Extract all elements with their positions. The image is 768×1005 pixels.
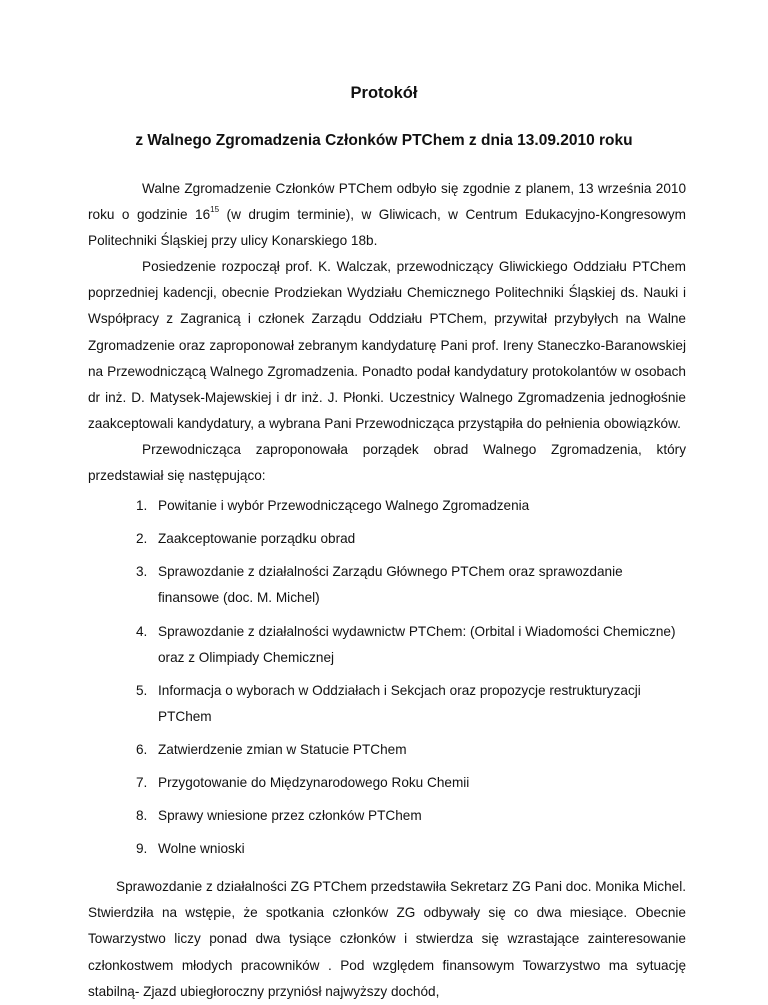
paragraph-meeting-date bbox=[88, 176, 686, 254]
agenda-item bbox=[136, 803, 686, 829]
agenda-item-number: 5. bbox=[136, 682, 148, 698]
agenda-item bbox=[136, 619, 686, 671]
agenda-item-text: Sprawozdanie z działalności Zarządu Głównego PTChem oraz sprawozdanie finansowe (doc. M. Michel) bbox=[158, 564, 623, 606]
agenda-item bbox=[136, 737, 686, 763]
agenda-item bbox=[136, 526, 686, 552]
agenda-item-text: Informacja o wyborach w Oddziałach i Sekcjach oraz propozycje restrukturyzacji PTChem bbox=[158, 682, 641, 724]
paragraph-agenda-intro: Przewodnicząca zaproponowała porządek obrad Walnego Zgromadzenia, który przedstawiał się następująco: bbox=[88, 441, 686, 484]
agenda-item-number: 7. bbox=[136, 774, 148, 790]
agenda-item bbox=[136, 559, 686, 611]
paragraph-board-report: Sprawozdanie z działalności ZG PTChem przedstawiła Sekretarz ZG Pani doc. Monika Michel. Stwierdziła na wstępie, że spotkania członków ZG odbywały się co dwa miesiące. Obecnie Towarzystwo liczy ponad dwa tysiące członków i stwierdza się wzrastające zainteresowanie członkostwem młodych pracowników . Pod względem finansowym Towarzystwo ma sytuację stabilną- Zjazd ubiegłoroczny przyniósł najwyższy dochód, bbox=[88, 879, 686, 999]
agenda-item-number: 1. bbox=[136, 498, 148, 514]
agenda-item-number: 8. bbox=[136, 808, 148, 824]
agenda-item-number: 3. bbox=[136, 564, 148, 580]
paragraph-opening: Posiedzenie rozpoczął prof. K. Walczak, przewodniczący Gliwickiego Oddziału PTChem poprzedniej kadencji, obecnie Prodziekan Wydziału Chemicznego Politechniki Śląskiej ds. Nauki i Współpracy z Zagranicą i członek Zarządu Oddziału PTChem, przywitał przybyłych na Walne Zgromadzenie oraz zaproponował zebranym kandydaturę Pani prof. Ireny Staneczko-Baranowskiej na Przewodniczącą Walnego Zgromadzenia. Ponadto podał kandydatury protokolantów w osobach dr inż. D. Matysek-Majewskiej i dr inż. J. Płonki. Uczestnicy Walnego Zgromadzenia jednogłośnie zaakceptowali kandydatury, a wybrana Pani Przewodnicząca przystąpiła do pełnienia obowiązków. bbox=[88, 259, 686, 431]
agenda-item-text: Sprawy wniesione przez członków PTChem bbox=[158, 808, 422, 824]
agenda-item-number: 9. bbox=[136, 841, 148, 857]
agenda-item-number: 4. bbox=[136, 623, 148, 639]
agenda-item-text: Wolne wnioski bbox=[158, 841, 245, 857]
agenda-item-text: Zaakceptowanie porządku obrad bbox=[158, 531, 356, 547]
agenda-item-text: Powitanie i wybór Przewodniczącego Walnego Zgromadzenia bbox=[158, 498, 530, 514]
paragraph-meeting-date-text: Walne Zgromadzenie Członków PTChem odbyło się zgodnie z planem, 13 września 2010 roku o godzinie 16 bbox=[88, 181, 686, 223]
agenda-item-text: Zatwierdzenie zmian w Statucie PTChem bbox=[158, 741, 407, 757]
agenda-item-number: 6. bbox=[136, 741, 148, 757]
document-body bbox=[88, 176, 686, 1005]
agenda-list bbox=[88, 493, 686, 862]
agenda-item-text: Przygotowanie do Międzynarodowego Roku Chemii bbox=[158, 774, 470, 790]
agenda-item bbox=[136, 836, 686, 862]
document-title: Protokół bbox=[350, 84, 418, 102]
hour-superscript: 15 bbox=[210, 205, 220, 215]
document-subtitle: z Walnego Zgromadzenia Członków PTChem z dnia 13.09.2010 roku bbox=[135, 132, 633, 149]
agenda-item-text: Sprawozdanie z działalności wydawnictw PTChem: (Orbital i Wiadomości Chemiczne) oraz z Olimpiady Chemicznej bbox=[158, 623, 676, 665]
agenda-item bbox=[136, 493, 686, 519]
agenda-item bbox=[136, 678, 686, 730]
paragraph-meeting-date-text-2: (w drugim terminie), w Gliwicach, w Centrum Edukacyjno-Kongresowym Politechniki Śląskiej przy ulicy Konarskiego 18b. bbox=[88, 207, 686, 249]
agenda-item-number: 2. bbox=[136, 531, 148, 547]
agenda-item bbox=[136, 770, 686, 796]
